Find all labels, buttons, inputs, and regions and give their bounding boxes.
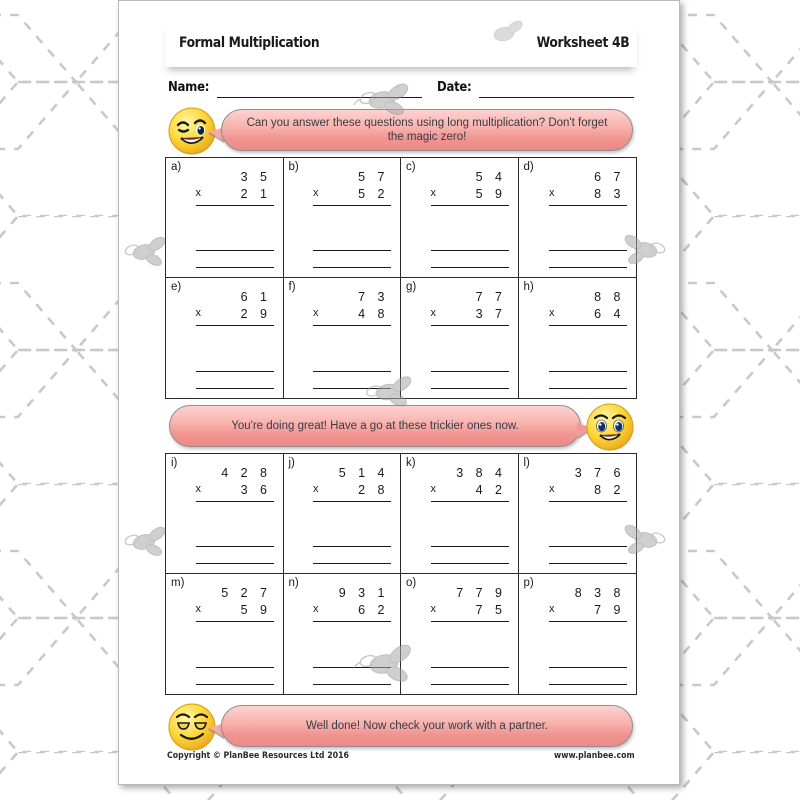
multiplication-sum [313, 170, 391, 206]
answer-line[interactable] [196, 388, 274, 389]
answer-line[interactable] [549, 267, 627, 268]
sum-divider-line [431, 205, 509, 206]
multiplier: 8 3 [594, 187, 625, 201]
multiplier: 4 8 [358, 307, 389, 321]
multiplication-sum [196, 170, 274, 206]
problem-label: l) [523, 457, 530, 469]
problem-cell[interactable] [166, 454, 284, 574]
multiplier: 2 8 [358, 483, 389, 497]
answer-line[interactable] [431, 667, 509, 668]
answer-lines[interactable] [313, 530, 391, 564]
bee-decoration-icon [618, 228, 672, 272]
problem-cell[interactable] [166, 158, 284, 278]
multiplication-sum [549, 586, 627, 622]
answer-line[interactable] [196, 546, 274, 547]
answer-line[interactable] [196, 563, 274, 564]
website-link[interactable]: www.planbee.com [554, 751, 635, 761]
answer-line[interactable] [549, 684, 627, 685]
worksheet-number: Worksheet 4B [536, 35, 629, 51]
bee-decoration-icon [480, 14, 530, 54]
answer-lines[interactable] [431, 355, 509, 389]
multiplicand: 7 3 [358, 290, 389, 304]
problem-cell[interactable] [401, 158, 519, 278]
answer-line[interactable] [196, 371, 274, 372]
problem-label: e) [171, 281, 182, 293]
answer-line[interactable] [431, 388, 509, 389]
sum-divider-line [549, 325, 627, 326]
name-label: Name: [168, 80, 210, 95]
worksheet-header [165, 23, 637, 67]
answer-line[interactable] [313, 546, 391, 547]
multiply-operator: x [549, 307, 555, 319]
instruction-banner-bottom [165, 701, 637, 753]
bee-decoration-icon [120, 520, 174, 564]
multiplier: 5 9 [240, 603, 272, 617]
problem-label: b) [288, 161, 299, 173]
problem-label: h) [523, 281, 534, 293]
problem-label: a) [171, 161, 182, 173]
sum-divider-line [549, 205, 627, 206]
date-label: Date: [437, 80, 472, 95]
multiply-operator: x [430, 603, 437, 615]
multiplication-sum [313, 466, 391, 502]
answer-line[interactable] [313, 563, 391, 564]
speech-bubble-bottom-text: Well done! Now check your work with a partner. [305, 720, 549, 732]
multiplicand: 5 4 [475, 170, 507, 184]
multiplier: 6 2 [358, 603, 389, 617]
wide-eyed-smiley-face-icon [585, 402, 635, 452]
multiplication-sum [549, 170, 627, 206]
multiply-operator: x [313, 187, 319, 199]
multiplication-sum [196, 586, 274, 622]
sum-divider-line [196, 205, 274, 206]
bee-decoration-icon [352, 78, 422, 124]
multiplication-sum [431, 170, 509, 206]
multiplier: 2 9 [240, 307, 272, 321]
multiplication-sum [549, 290, 627, 326]
multiply-operator: x [195, 603, 202, 615]
answer-line[interactable] [431, 684, 509, 685]
problem-cell[interactable] [284, 454, 402, 574]
answer-lines[interactable] [196, 355, 274, 389]
problem-cell[interactable] [519, 278, 637, 398]
sum-divider-line [549, 501, 627, 502]
problem-label: k) [406, 457, 416, 469]
problem-cell[interactable] [166, 574, 284, 694]
answer-line[interactable] [196, 667, 274, 668]
sum-divider-line [313, 501, 391, 502]
multiplication-sum [431, 586, 509, 622]
answer-lines[interactable] [549, 651, 627, 685]
speech-bubble-top [221, 109, 633, 151]
multiply-operator: x [430, 483, 437, 495]
sum-divider-line [196, 621, 274, 622]
answer-line[interactable] [549, 250, 627, 251]
multiplicand: 9 3 1 [338, 586, 389, 600]
answer-lines[interactable] [431, 530, 509, 564]
bee-decoration-icon [618, 518, 672, 562]
answer-line[interactable] [313, 250, 391, 251]
speech-bubble-top-text: Can you answer these questions using long multiplication? Don't forget the magic zero! [246, 117, 608, 143]
problem-cell[interactable] [519, 574, 637, 694]
multiply-operator: x [195, 307, 202, 319]
multiplier: 6 4 [594, 307, 625, 321]
answer-lines[interactable] [549, 355, 627, 389]
answer-line[interactable] [431, 371, 509, 372]
sum-divider-line [196, 501, 274, 502]
answer-line[interactable] [549, 546, 627, 547]
multiply-operator: x [313, 483, 319, 495]
multiply-operator: x [549, 603, 555, 615]
multiplication-sum [196, 466, 274, 502]
multiplier: 4 2 [475, 483, 507, 497]
answer-line[interactable] [196, 250, 274, 251]
date-input-line[interactable] [479, 97, 634, 98]
multiplicand: 7 7 9 [456, 586, 507, 600]
answer-lines[interactable] [196, 530, 274, 564]
answer-lines[interactable] [196, 651, 274, 685]
multiply-operator: x [195, 187, 202, 199]
answer-line[interactable] [431, 267, 509, 268]
bee-decoration-icon [358, 372, 420, 414]
problem-label: m) [171, 577, 185, 589]
answer-lines[interactable] [196, 234, 274, 268]
sum-divider-line [431, 501, 509, 502]
problem-cell[interactable] [284, 158, 402, 278]
multiply-operator: x [313, 603, 319, 615]
sum-divider-line [196, 325, 274, 326]
multiplier: 2 1 [240, 187, 272, 201]
problem-cell[interactable] [401, 454, 519, 574]
multiplicand: 6 1 [240, 290, 272, 304]
speech-bubble-bottom [221, 705, 633, 747]
bee-decoration-icon [120, 230, 174, 274]
answer-line[interactable] [313, 267, 391, 268]
sum-divider-line [313, 621, 391, 622]
answer-line[interactable] [549, 563, 627, 564]
copyright-text: Copyright © PlanBee Resources Ltd 2016 [167, 751, 349, 761]
answer-line[interactable] [549, 388, 627, 389]
multiply-operator: x [430, 187, 437, 199]
multiplier: 5 9 [475, 187, 507, 201]
problem-label: n) [288, 577, 299, 589]
multiply-operator: x [549, 187, 555, 199]
problem-label: j) [288, 457, 295, 469]
multiply-operator: x [549, 483, 555, 495]
problem-label: i) [171, 457, 178, 469]
speech-bubble-middle-text: You're doing great! Have a go at these trickier ones now. [231, 420, 519, 432]
multiplication-sum [431, 466, 509, 502]
bee-decoration-icon [352, 638, 424, 688]
problem-label: f) [288, 281, 296, 293]
problem-grid-easy [165, 157, 637, 399]
multiplicand: 3 8 4 [456, 466, 507, 480]
multiplier: 3 6 [240, 483, 272, 497]
problem-cell[interactable] [166, 278, 284, 398]
multiplier: 7 9 [594, 603, 625, 617]
multiplication-sum [313, 586, 391, 622]
multiplier: 5 2 [358, 187, 389, 201]
problem-label: p) [523, 577, 534, 589]
multiplication-sum [549, 466, 627, 502]
multiplier: 8 2 [594, 483, 625, 497]
multiplicand: 6 7 [594, 170, 625, 184]
multiplicand: 7 7 [475, 290, 507, 304]
answer-lines[interactable] [549, 530, 627, 564]
multiplicand: 3 7 6 [574, 466, 625, 480]
sum-divider-line [549, 621, 627, 622]
problem-label: c) [406, 161, 416, 173]
problem-label: o) [406, 577, 417, 589]
multiply-operator: x [430, 307, 437, 319]
multiplicand: 5 7 [358, 170, 389, 184]
sum-divider-line [431, 325, 509, 326]
page-footer [165, 751, 637, 771]
multiplicand: 5 1 4 [338, 466, 389, 480]
multiply-operator: x [195, 483, 202, 495]
page-title: Formal Multiplication [179, 35, 320, 51]
multiplicand: 3 5 [240, 170, 272, 184]
multiplicand: 8 8 [594, 290, 625, 304]
sum-divider-line [313, 205, 391, 206]
multiplication-sum [431, 290, 509, 326]
answer-line[interactable] [431, 250, 509, 251]
answer-line[interactable] [196, 267, 274, 268]
multiplier: 7 5 [475, 603, 507, 617]
multiply-operator: x [313, 307, 319, 319]
answer-lines[interactable] [313, 234, 391, 268]
problem-label: g) [406, 281, 417, 293]
answer-line[interactable] [549, 371, 627, 372]
sum-divider-line [313, 325, 391, 326]
multiplicand: 5 2 7 [221, 586, 272, 600]
sum-divider-line [431, 621, 509, 622]
problem-label: d) [523, 161, 534, 173]
answer-line[interactable] [431, 546, 509, 547]
answer-line[interactable] [549, 667, 627, 668]
answer-lines[interactable] [431, 651, 509, 685]
multiplication-sum [313, 290, 391, 326]
multiplicand: 8 3 8 [574, 586, 625, 600]
multiplication-sum [196, 290, 274, 326]
answer-lines[interactable] [431, 234, 509, 268]
multiplicand: 4 2 8 [221, 466, 272, 480]
answer-lines[interactable] [549, 234, 627, 268]
answer-line[interactable] [431, 563, 509, 564]
answer-line[interactable] [196, 684, 274, 685]
multiplier: 3 7 [475, 307, 507, 321]
